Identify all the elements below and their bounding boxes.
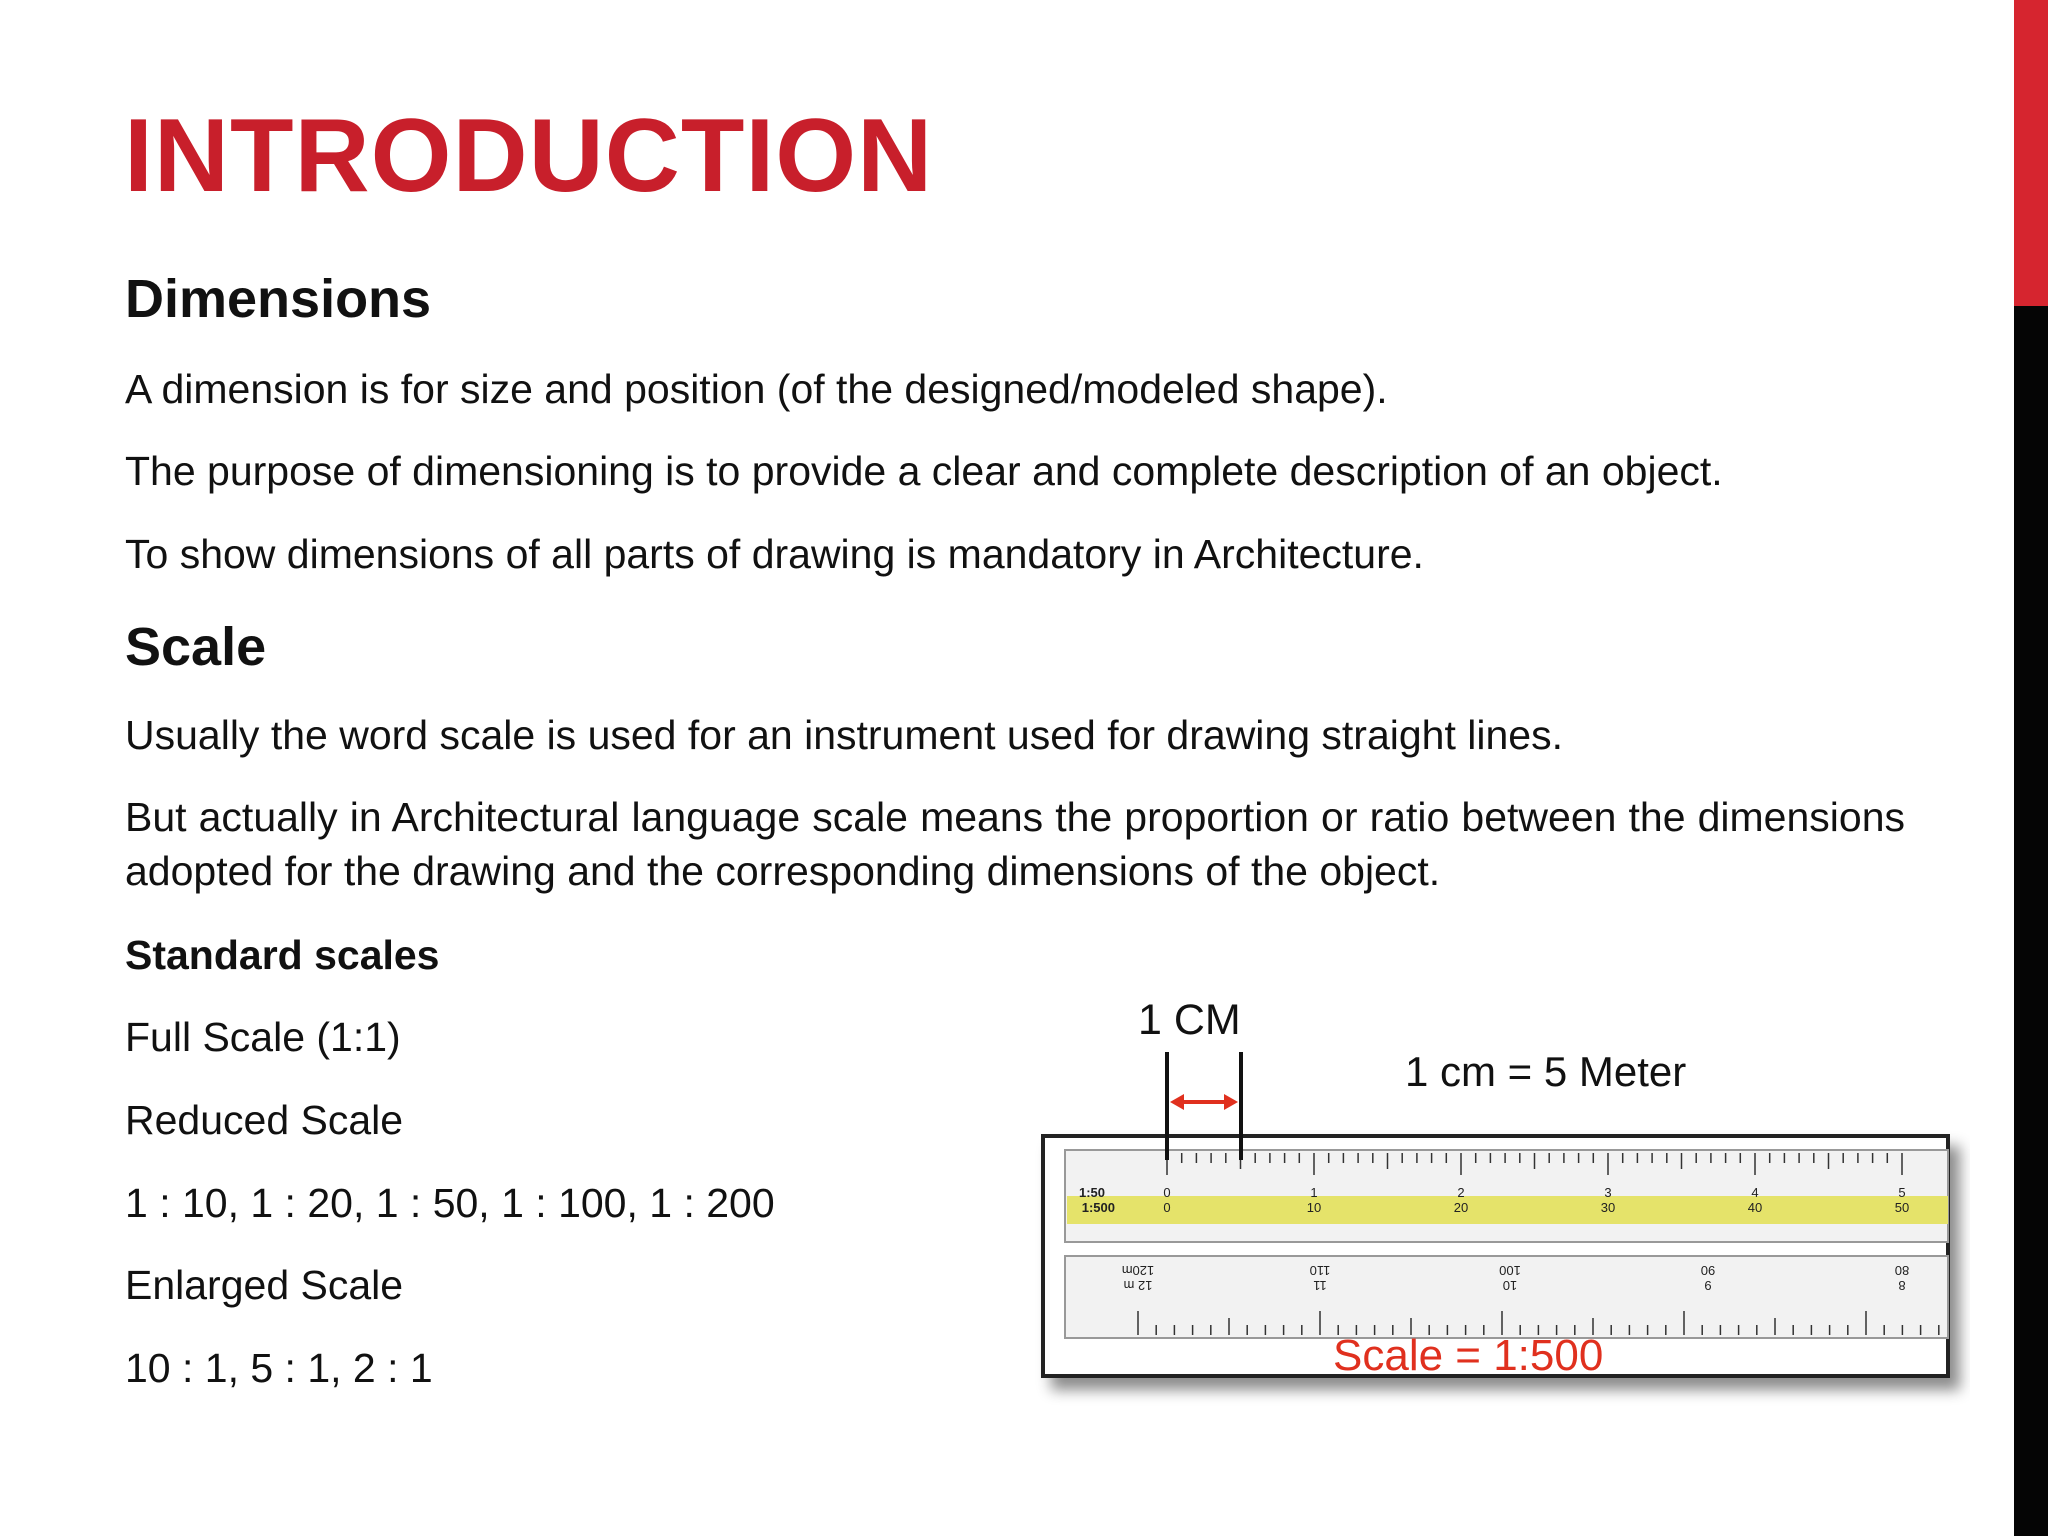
cm-arrow-head-left bbox=[1170, 1094, 1184, 1110]
scale-caption: Scale = 1:500 bbox=[1333, 1331, 1604, 1380]
scale-paragraph-2: But actually in Architectural language scale means the proportion or ratio between the dimensions adopted for the drawing and the corresponding dimensions of the object. bbox=[125, 794, 1905, 894]
conversion-label: 1 cm = 5 Meter bbox=[1405, 1048, 1687, 1095]
bottom-sub-number-9: 9 bbox=[1704, 1278, 1712, 1293]
standard-scales-heading: Standard scales bbox=[125, 932, 440, 978]
dimensions-heading: Dimensions bbox=[125, 269, 432, 329]
dimensions-paragraph-3: To show dimensions of all parts of drawing is mandatory in Architecture. bbox=[125, 531, 1424, 577]
top-sub-number-30: 30 bbox=[1600, 1200, 1616, 1215]
top-number-2: 2 bbox=[1457, 1185, 1465, 1200]
top-number-5: 5 bbox=[1898, 1185, 1906, 1200]
bottom-number-80: 80 bbox=[1894, 1263, 1910, 1278]
scale-item-enlarged-values: 10 : 1, 5 : 1, 2 : 1 bbox=[125, 1345, 433, 1391]
bottom-number-120m: 120m bbox=[1121, 1263, 1155, 1278]
bottom-sub-number-8: 8 bbox=[1898, 1278, 1906, 1293]
scale-item-full: Full Scale (1:1) bbox=[125, 1014, 401, 1060]
dimensions-paragraph-1: A dimension is for size and position (of the designed/modeled shape). bbox=[125, 366, 1388, 412]
bottom-number-90: 90 bbox=[1700, 1263, 1716, 1278]
top-sub-number-20: 20 bbox=[1453, 1200, 1469, 1215]
scale-item-reduced: Reduced Scale bbox=[125, 1097, 404, 1143]
top-number-1: 1 bbox=[1310, 1185, 1318, 1200]
cm-arrow-head-right bbox=[1224, 1094, 1238, 1110]
slide-title: INTRODUCTION bbox=[124, 98, 934, 214]
ruler-scale-label-1-500: 1:500 bbox=[1081, 1200, 1115, 1215]
ruler-scale-label-1-50: 1:50 bbox=[1078, 1185, 1105, 1200]
bottom-sub-number-10: 10 bbox=[1502, 1278, 1518, 1293]
scale-heading: Scale bbox=[125, 617, 267, 677]
ruler-highlight-band bbox=[1067, 1196, 1948, 1224]
top-number-3: 3 bbox=[1604, 1185, 1612, 1200]
top-sub-number-0: 0 bbox=[1163, 1200, 1171, 1215]
ruler-figure bbox=[1020, 990, 1970, 1430]
top-sub-number-40: 40 bbox=[1747, 1200, 1763, 1215]
top-number-4: 4 bbox=[1751, 1185, 1759, 1200]
scale-item-enlarged: Enlarged Scale bbox=[125, 1262, 404, 1308]
sidebar-accent-black bbox=[2014, 306, 2048, 1536]
cm-label: 1 CM bbox=[1138, 996, 1241, 1044]
top-sub-number-50: 50 bbox=[1894, 1200, 1910, 1215]
bottom-number-110: 110 bbox=[1309, 1263, 1331, 1278]
dimensions-paragraph-2: The purpose of dimensioning is to provide a clear and complete description of an object. bbox=[125, 448, 1723, 494]
bottom-sub-number-11: 11 bbox=[1313, 1278, 1327, 1293]
scale-item-reduced-values: 1 : 10, 1 : 20, 1 : 50, 1 : 100, 1 : 200 bbox=[125, 1180, 775, 1226]
bottom-sub-number-12m: 12 m bbox=[1123, 1278, 1153, 1293]
bottom-number-100: 100 bbox=[1499, 1263, 1521, 1278]
top-sub-number-10: 10 bbox=[1306, 1200, 1322, 1215]
top-number-0: 0 bbox=[1163, 1185, 1171, 1200]
sidebar-accent-red bbox=[2014, 0, 2048, 306]
scale-paragraph-1: Usually the word scale is used for an instrument used for drawing straight lines. bbox=[125, 712, 1563, 758]
